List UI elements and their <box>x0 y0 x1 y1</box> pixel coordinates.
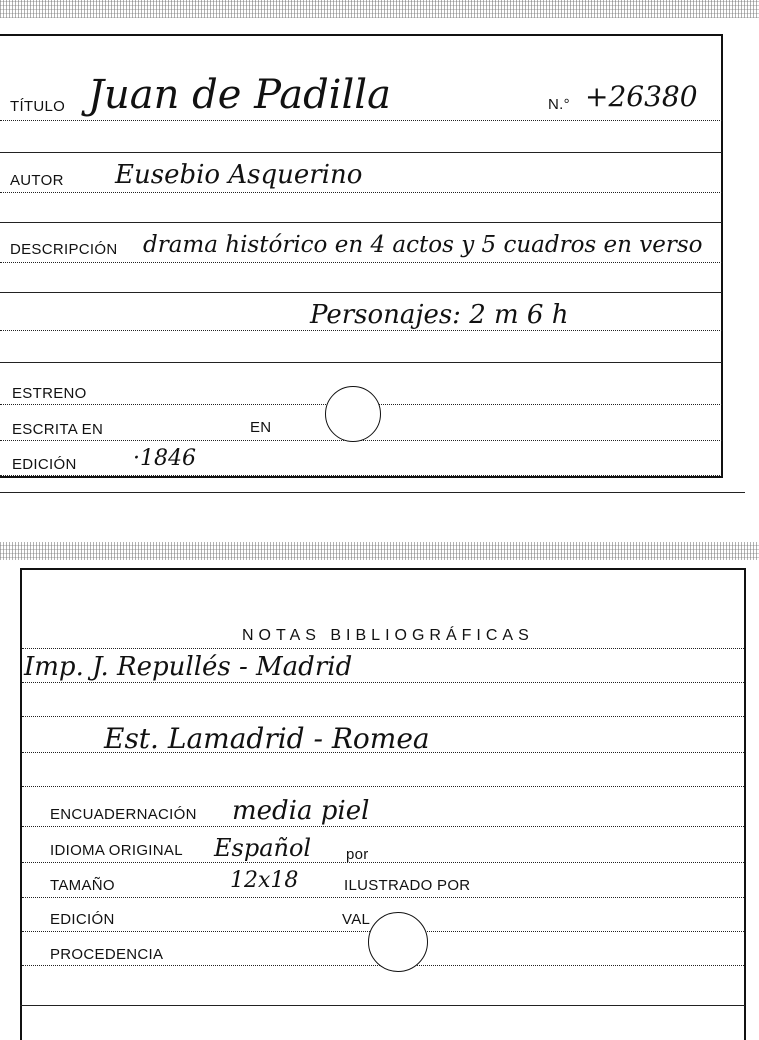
valor-label: VAL <box>342 911 371 928</box>
rule-5 <box>0 362 722 363</box>
autor-label: AUTOR <box>10 172 64 189</box>
rule-1 <box>0 152 722 153</box>
rule-autor <box>0 192 722 193</box>
autor-value: Eusebio Asquerino <box>115 160 363 190</box>
nota-line-1: Imp. J. Repullés - Madrid <box>24 652 353 682</box>
descripcion-label: DESCRIPCIÓN <box>10 241 118 258</box>
idioma-original-label: IDIOMA ORIGINAL <box>50 842 183 859</box>
numero-label: N.° <box>548 96 570 113</box>
personajes-value: Personajes: 2 m 6 h <box>310 300 569 330</box>
punch-hole-top <box>325 386 381 442</box>
rule-tamano <box>22 897 744 898</box>
rule-notas <box>22 648 744 649</box>
encuadernacion-value: media piel <box>232 796 370 826</box>
por-label: por <box>346 846 369 863</box>
edicion-label: EDICIÓN <box>12 456 77 473</box>
punch-hole-bottom <box>368 912 428 972</box>
rule-titulo <box>0 120 722 121</box>
numero-value: +26380 <box>585 80 698 113</box>
notas-bibliograficas-title: NOTAS BIBLIOGRÁFICAS <box>242 627 534 644</box>
escrita-en-label: ESCRITA EN <box>12 421 104 438</box>
encuadernacion-label: ENCUADERNACIÓN <box>50 806 197 823</box>
edicion-value: ·1846 <box>133 446 196 471</box>
rule-nota-4 <box>22 786 744 787</box>
rule-idioma <box>22 862 744 863</box>
edicion-bottom-label: EDICIÓN <box>50 911 115 928</box>
titulo-value: Juan de Padilla <box>88 72 391 118</box>
rule-nota-1 <box>22 682 744 683</box>
rule-descripcion <box>0 262 722 263</box>
rule-nota-2 <box>22 716 744 717</box>
rule-2 <box>0 222 722 223</box>
rule-edicion <box>0 475 722 476</box>
nota-line-2: Est. Lamadrid - Romea <box>104 722 430 755</box>
procedencia-label: PROCEDENCIA <box>50 946 164 963</box>
estreno-label: ESTRENO <box>12 385 87 402</box>
en-label: EN <box>250 419 272 436</box>
card-bottom-edge <box>20 1005 745 1006</box>
card-top-bottom-edge <box>0 492 745 493</box>
descripcion-value: drama histórico en 4 actos y 5 cuadros en verso <box>143 232 703 258</box>
rule-4 <box>0 330 722 331</box>
rule-3 <box>0 292 722 293</box>
rule-nota-3 <box>22 752 744 753</box>
titulo-label: TÍTULO <box>10 98 66 115</box>
rule-encuadernacion <box>22 826 744 827</box>
ilustrado-por-label: ILUSTRADO POR <box>344 877 471 894</box>
tamano-value: 12x18 <box>230 868 299 893</box>
idioma-original-value: Español <box>214 834 312 862</box>
tamano-label: TAMAÑO <box>50 877 115 894</box>
